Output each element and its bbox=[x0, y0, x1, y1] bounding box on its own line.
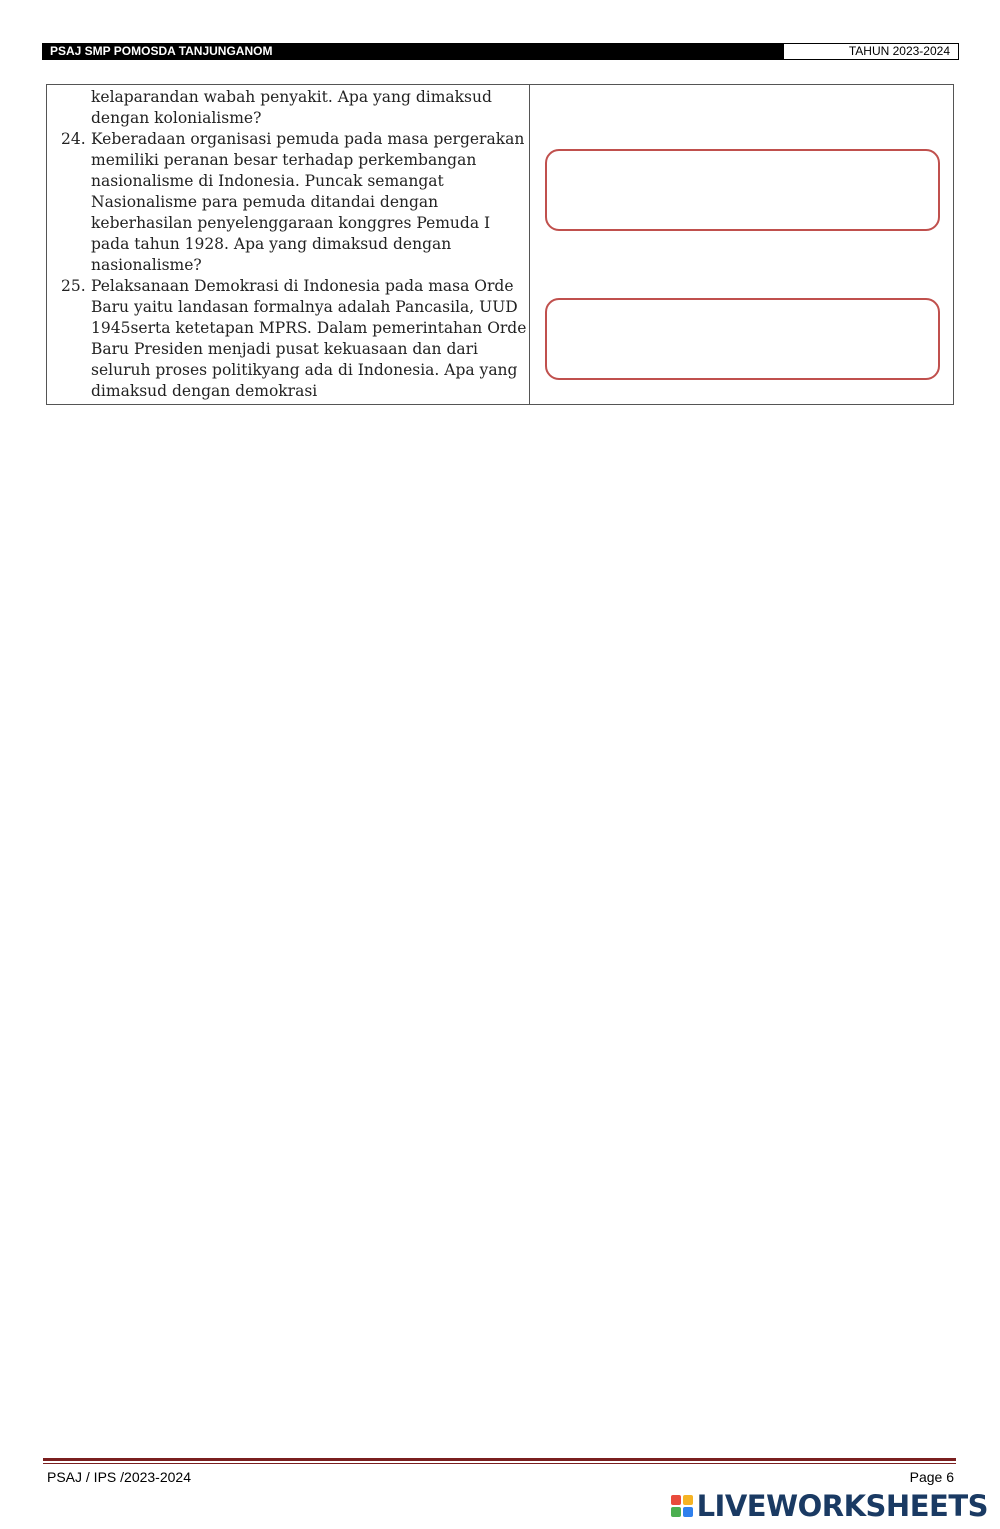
header-year: TAHUN 2023-2024 bbox=[783, 43, 959, 60]
q24-line-1: Keberadaan organisasi pemuda pada masa pergerakan bbox=[91, 130, 525, 148]
q25-line-4: Baru Presiden menjadi pusat kekuasaan dan dari bbox=[91, 340, 478, 358]
q25-line-3: 1945serta ketetapan MPRS. Dalam pemerintahan Orde bbox=[91, 319, 527, 337]
answer-input-q24[interactable] bbox=[545, 149, 940, 231]
q24-line-2: memiliki peranan besar terhadap perkembangan bbox=[91, 151, 477, 169]
brand-text: LIVEWORKSHEETS bbox=[696, 1489, 988, 1523]
q24-line-4: Nasionalisme para pemuda ditandai dengan bbox=[91, 193, 439, 211]
q24-number: 24. bbox=[61, 130, 86, 148]
footer-divider-thin bbox=[43, 1463, 956, 1464]
q25-line-2: Baru yaitu landasan formalnya adalah Pancasila, UUD bbox=[91, 298, 518, 316]
footer-divider bbox=[43, 1458, 956, 1461]
q25-line-6: dimaksud dengan demokrasi bbox=[91, 382, 318, 400]
q25-number: 25. bbox=[61, 277, 86, 295]
header-school: PSAJ SMP POMOSDA TANJUNGANOM bbox=[42, 43, 783, 60]
answer-input-q25[interactable] bbox=[545, 298, 940, 380]
page-number: Page 6 bbox=[909, 1469, 954, 1485]
liveworksheets-logo-icon bbox=[671, 1495, 693, 1517]
q24-line-7: nasionalisme? bbox=[91, 256, 202, 274]
q24-line-5: keberhasilan penyelenggaraan konggres Pemuda I bbox=[91, 214, 491, 232]
answer-column bbox=[530, 85, 953, 404]
q23-line-2: dengan kolonialisme? bbox=[91, 109, 262, 127]
q24-line-6: pada tahun 1928. Apa yang dimaksud dengan bbox=[91, 235, 452, 253]
question-table bbox=[46, 84, 954, 405]
q25-line-1: Pelaksanaan Demokrasi di Indonesia pada masa Orde bbox=[91, 277, 514, 295]
liveworksheets-brand bbox=[671, 1490, 988, 1522]
footer-doc-label: PSAJ / IPS /2023-2024 bbox=[47, 1469, 191, 1485]
q24-line-3: nasionalisme di Indonesia. Puncak semangat bbox=[91, 172, 444, 190]
q23-line-1: kelaparandan wabah penyakit. Apa yang dimaksud bbox=[91, 88, 492, 106]
question-column bbox=[47, 85, 530, 404]
q25-line-5: seluruh proses politikyang ada di Indonesia. Apa yang bbox=[91, 361, 518, 379]
